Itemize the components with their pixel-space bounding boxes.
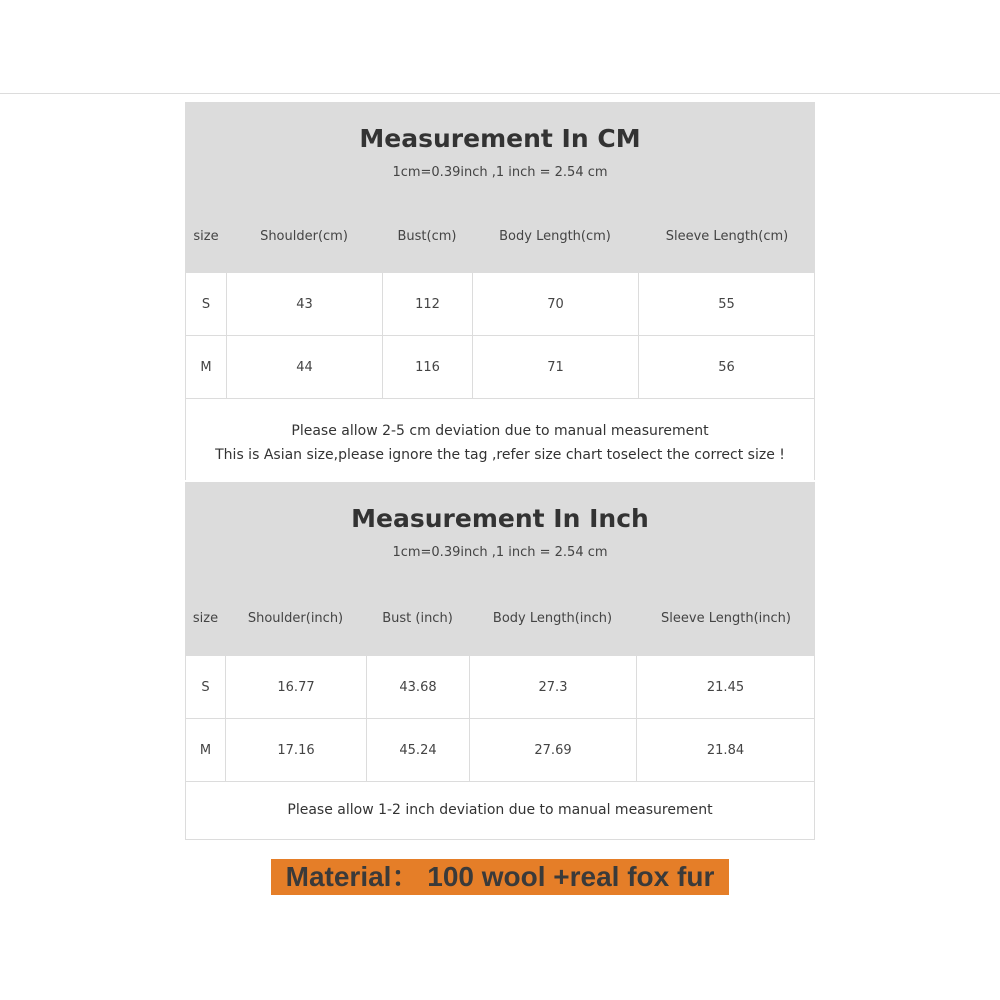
cm-chart-notes bbox=[186, 399, 814, 480]
cm-cell-size: M bbox=[200, 359, 212, 375]
inch-cell-sleeve-length: 21.45 bbox=[636, 656, 814, 718]
inch-header-sleeve-length: Sleeve Length(inch) bbox=[661, 611, 791, 626]
size-chart-inch bbox=[185, 482, 815, 840]
cm-cell-bust: 116 bbox=[382, 336, 472, 398]
inch-cell-shoulder: 16.77 bbox=[225, 656, 366, 718]
inch-cell-bust: 43.68 bbox=[366, 656, 469, 718]
cm-note-deviation: Please allow 2-5 cm deviation due to manual measurement bbox=[291, 423, 709, 439]
inch-header-body-length: Body Length(inch) bbox=[492, 611, 613, 626]
table-row bbox=[186, 656, 814, 719]
inch-chart-notes bbox=[186, 782, 814, 839]
cm-chart-subtitle: 1cm=0.39inch ,1 inch = 2.54 cm bbox=[392, 165, 608, 180]
cm-cell-body-length: 71 bbox=[472, 336, 638, 398]
inch-column-headers bbox=[186, 611, 814, 631]
cm-chart-title: Measurement In CM bbox=[359, 124, 641, 153]
inch-chart-subtitle: 1cm=0.39inch ,1 inch = 2.54 cm bbox=[392, 545, 608, 560]
cm-header-shoulder: Shoulder(cm) bbox=[260, 229, 348, 244]
table-row bbox=[186, 336, 814, 399]
inch-cell-sleeve-length: 21.84 bbox=[636, 719, 814, 781]
inch-header-shoulder: Shoulder(inch) bbox=[247, 611, 344, 626]
table-row bbox=[186, 273, 814, 336]
inch-cell-body-length: 27.3 bbox=[469, 656, 636, 718]
cm-header-size: size bbox=[193, 229, 219, 244]
cm-header-body-length: Body Length(cm) bbox=[499, 229, 611, 244]
cm-cell-shoulder: 44 bbox=[226, 336, 382, 398]
inch-header-size: size bbox=[192, 611, 219, 626]
cm-cell-sleeve-length: 56 bbox=[638, 336, 814, 398]
inch-chart-title: Measurement In Inch bbox=[351, 504, 649, 533]
table-row bbox=[186, 719, 814, 782]
inch-cell-size: S bbox=[201, 679, 210, 695]
cm-cell-sleeve-length: 55 bbox=[638, 273, 814, 335]
cm-header-sleeve-length: Sleeve Length(cm) bbox=[665, 229, 789, 244]
cm-chart-header bbox=[186, 102, 814, 273]
inch-header-bust: Bust (inch) bbox=[382, 611, 453, 626]
cm-header-bust: Bust(cm) bbox=[397, 229, 457, 244]
inch-cell-shoulder: 17.16 bbox=[225, 719, 366, 781]
inch-chart-header bbox=[186, 482, 814, 656]
inch-cell-body-length: 27.69 bbox=[469, 719, 636, 781]
cm-cell-body-length: 70 bbox=[472, 273, 638, 335]
cm-cell-size: S bbox=[201, 296, 211, 312]
size-chart-cm bbox=[185, 102, 815, 480]
cm-note-asian-size: This is Asian size,please ignore the tag ,refer size chart toselect the correct size ! bbox=[215, 447, 785, 463]
cm-cell-bust: 112 bbox=[382, 273, 472, 335]
cm-cell-shoulder: 43 bbox=[226, 273, 382, 335]
top-divider bbox=[0, 93, 1000, 94]
material-label: Material： 100 wool +real fox fur bbox=[271, 859, 729, 895]
cm-column-headers bbox=[186, 229, 814, 249]
inch-cell-size: M bbox=[199, 742, 212, 758]
inch-note-deviation: Please allow 1-2 inch deviation due to manual measurement bbox=[287, 802, 713, 818]
inch-cell-bust: 45.24 bbox=[366, 719, 469, 781]
